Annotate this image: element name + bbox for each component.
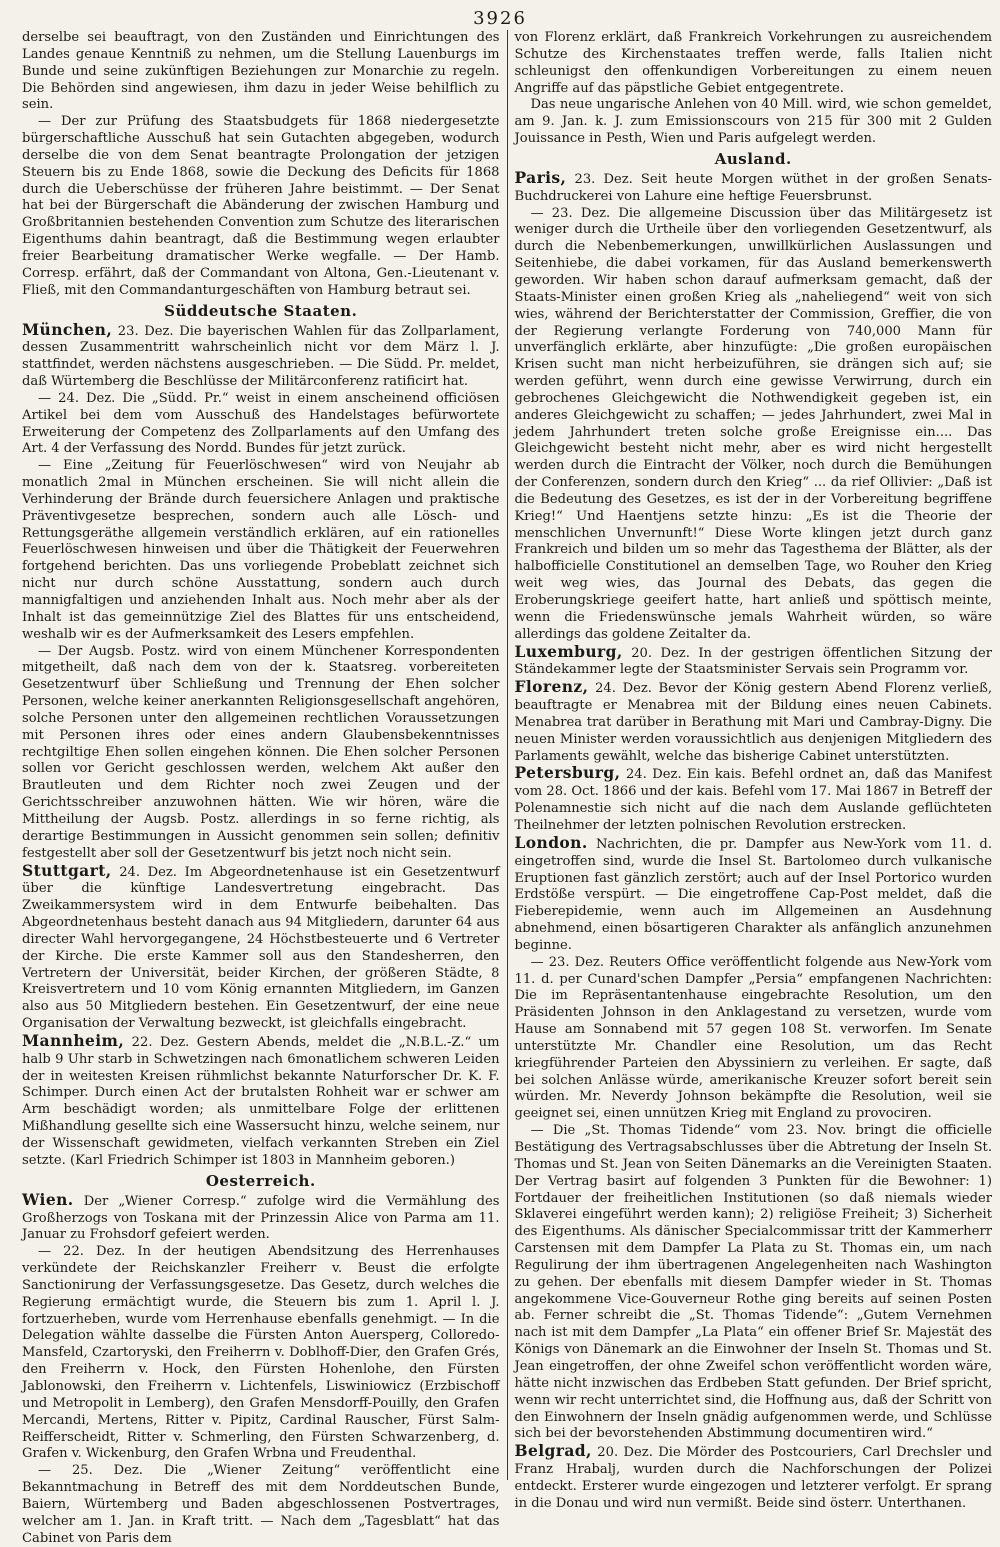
- section-heading: Ausland.: [714, 149, 792, 168]
- left-column: [22, 30, 500, 1546]
- article-text: 24. Dez. Im Abgeordnetenhause ist ein Gesetzentwurf über die künftige Landesvertretung eingebracht. Das Zweikammersystem wird in dem Entwurfe beibehalten. Das Abgeordnetenhaus besteht danach aus 94 Mitgliedern, darunter 64 aus directer Wahl hervorgegangene, 24 Höchstbesteuerte und 6 Vertreter der Kirche. Die erste Kammer soll aus den Standesherren, den Vertretern der Universität, beider Kirchen, der größeren Städte, 8 Kreisvertretern und 10 vom König ernannten Mitgliedern, im Ganzen also aus 50 Mitgliedern bestehen. Ein Gesetzentwurf, der eine neue Organisation der Verwaltung bezweckt, ist gleichfalls eingebracht.: [22, 864, 500, 1032]
- page-number: 3926: [473, 8, 527, 29]
- article-text: Der „Wiener Corresp.“ zufolge wird die Vermählung des Großherzogs von Toskana mit der Prinzessin Alice von Parma am 11. Januar zu Frohsdorf gefeiert werden.: [22, 1193, 500, 1243]
- section-heading: Oesterreich.: [205, 1171, 316, 1190]
- section-heading: Süddeutsche Staaten.: [164, 301, 358, 320]
- article-paragraph: — Die „St. Thomas Tidende“ vom 23. Nov. bringt die officielle Bestätigung des Vertragsabschlusses über die Abtretung der Inseln St. Thomas und St. Jean von Seiten Dänemarks an die Vereinigten Staaten. Der Vertrag basirt auf folgenden 3 Punkten für die Bewohner: 1) Fortdauer der freiheitlichen Institutionen (so daß niemals wieder Sklaverei eingeführt werden kann); 2) religiöse Freiheit; 3) Sicherheit des Eigenthums. Als dänischer Specialcommissar tritt der Kammerherr Carstensen mit dem Dampfer La Plata zu St. Thomas ein, um nach Regulirung der ihm übertragenen Angelegenheiten nach Washington zu gehen. Der ebenfalls mit diesem Dampfer wieder in St. Thomas angekommene Vice-Gouverneur Rothe ging bereits auf seinen Posten ab. Ferner schreibt die „St. Thomas Tidende“: „Gutem Vernehmen nach ist mit dem Dampfer „La Plata“ ein offener Brief Sr. Majestät des Königs von Dänemark an die Einwohner der Inseln St. Thomas und St. Jean eingetroffen, der ohne Zweifel schon veröffentlicht worden wäre, hätte nicht inzwischen das Erdbeben Statt gefunden. Der Brief spricht, wenn wir recht unterrichtet sind, die Hoffnung aus, daß der Schritt von den Einwohnern der Inseln gnädig aufgenommen werde, und Schlüsse sich bei der bevorstehenden Abstimmung documentiren wird.“: [514, 1123, 992, 1442]
- article-text: 20. Dez. Die Mörder des Postcouriers, Carl Drechsler und Franz Hrabalj, wurden durch die Nachforschungen der Polizei entdeckt. Ersterer wurde eingezogen und letzterer verfolgt. Er sprang in die Donau und wird nun vermißt. Beide sind österr. Unterthanen.: [514, 1445, 992, 1511]
- dateline: Luxemburg,: [514, 641, 623, 661]
- article-paragraph: derselbe sei beauftragt, von den Zuständen und Einrichtungen des Landes genaue Kenntniß zu nehmen, um die Stellung Lauenburgs im Bunde und seine zukünftigen Beziehungen zur Monarchie zu regeln. Die Behörden sind angewiesen, ihm dazu in jeder Weise behilflich zu sein.: [22, 30, 500, 113]
- article-text: 22. Dez. Gestern Abends, meldet die „N.B.L.-Z.“ um halb 9 Uhr starb in Schwetzingen nach 6monatlichem schweren Leiden der in weitesten Kreisen rühmlichst bekannte Naturforscher Dr. K. F. Schimper. Durch einen Act der brutalsten Rohheit war er schwer am Arm beschädigt worden; als unmittelbare Folge der erlittenen Mißhandlung gesellte sich eine Wassersucht hinzu, welche seinem, nur der Wissenschaft gewidmeten, vielfach verkannten Streben ein Ziel setzte. (Karl Friedrich Schimper ist 1803 in Mannheim geboren.): [22, 1034, 500, 1168]
- article-text: 20. Dez. In der gestrigen öffentlichen Sitzung der Ständekammer legte der Staatsminister Servais sein Programm vor.: [514, 645, 992, 678]
- article-paragraph: von Florenz erklärt, daß Frankreich Vorkehrungen zu ausreichendem Schutze des Kirchenstaates treffen werde, falls Italien nicht schleunigst den offenkundigen Vorbereitungen zu einem neuen Angriffe auf das päpstliche Gebiet entgegentrete.: [514, 30, 992, 96]
- article-text: 24. Dez. Ein kais. Befehl ordnet an, daß das Manifest vom 28. Oct. 1866 und der kais. Befehl vom 17. Mai 1867 in Betreff der Polenamnestie sich nicht auf die nach dem Auslande geflüchteten Theilnehmer der letzten polnischen Revolution erstrecken.: [514, 767, 992, 833]
- dateline: Stuttgart,: [22, 860, 112, 880]
- article-paragraph: — 25. Dez. Die „Wiener Zeitung“ veröffentlicht eine Bekanntmachung in Betreff des mit dem Norddeutschen Bunde, Baiern, Würtemberg und Baden abgeschlossenen Postvertrages, welcher am 1. Jan. in Kraft tritt. — Nach dem „Tagesblatt“ hat das Cabinet von Paris dem: [22, 1463, 500, 1546]
- dateline: Florenz,: [514, 677, 589, 697]
- article-text: 23. Dez. Die bayerischen Wahlen für das Zollparlament, dessen Zusammentritt wahrscheinlich nicht vor dem März l. J. stattfindet, werden nächstens ausgeschrieben. — Die Südd. Pr. meldet, daß Würtemberg die Beschlüsse der Militärconferenz ratificirt hat.: [22, 323, 500, 390]
- article-paragraph: Das neue ungarische Anlehen von 40 Mill. wird, wie schon gemeldet, am 9. Jan. k. J. zum Emissionscours von 215 für 300 mit 2 Gulden Jouissance in Pesth, Wien und Paris aufgelegt werden.: [514, 97, 992, 147]
- dateline: Paris,: [514, 167, 567, 187]
- article-paragraph: — Der Augsb. Postz. wird von einem Münchener Korrespondenten mitgetheilt, daß nach dem von der k. Staatsreg. vorbereiteten Gesetzentwurf über Schließung und Trennung der Ehen solcher Personen, welche keiner anerkannten Religionsgesellschaft angehören, solche Personen unter den allgemeinen rechtlichen Voraussetzungen mit Personen ihres oder eines andern Glaubensbekenntnisses rechtgiltige Ehen sollen eingehen können. Die Ehen solcher Personen sollen vor Gericht geschlossen werden, welchem Akt außer den Brautleuten und dem Richter noch zwei Zeugen und der Gerichtsschreiber anzuwohnen hätten. Wie wir hören, wäre die Mittheilung der Augsb. Postz. allerdings in so ferne richtig, als derartige Bestimmungen in Aussicht genommen sein sollen; definitiv festgestellt aber soll der Gesetzentwurf bis jetzt noch nicht sein.: [22, 643, 500, 861]
- article-text: 24. Dez. Bevor der König gestern Abend Florenz verließ, beauftragte er Menabrea mit der Bildung eines neuen Cabinets. Menabrea trat darüber in Berathung mit Mari und Cambray-Digny. Die neuen Minister werden voraussichtlich aus denjenigen Mitgliedern des Parlaments gewählt, welche das bisherige Cabinet unterstützten.: [514, 681, 992, 764]
- article-paragraph: — 22. Dez. In der heutigen Abendsitzung des Herrenhauses verkündete der Reichskanzler Freiherr v. Beust die erfolgte Sanctionirung der Verfassungsgesetze. Das Gesetz, durch welches die Regierung ermächtigt wurde, die Steuern bis zum 1. April l. J. fortzuerheben, wurde vom Herrenhause ebenfalls genehmigt. — In die Delegation wählte dasselbe die Fürsten Anton Auersperg, Colloredo-Mansfeld, Czartoryski, den Freiherrn v. Doblhoff-Dier, den Grafen Grés, den Freiherrn v. Hock, den Fürsten Hohenlohe, den Fürsten Jablonowski, den Freiherrn v. Lichtenfels, Liswiniowicz (Erzbischoff und Metropolit in Lemberg), den Grafen Mensdorff-Pouilly, den Grafen Mercandi, Mertens, Ritter v. Pipitz, Cardinal Rauscher, Fürst Salm-Reifferscheidt, Ritter v. Schmerling, den Fürsten Schwarzenberg, d. Grafen v. Wickenburg, den Grafen Wrbna und Freudenthal.: [22, 1244, 500, 1462]
- article-text: 23. Dez. Seit heute Morgen wüthet in der großen Senats-Buchdruckerei von Lahure eine heftige Feuersbrunst.: [514, 171, 992, 204]
- dateline: Belgrad,: [514, 1441, 592, 1461]
- article-paragraph: — Der zur Prüfung des Staatsbudgets für 1868 niedergesetzte bürgerschaftliche Ausschuß hat sein Gutachten abgegeben, wodurch derselbe die von dem Senat beantragte Prolongation der jetzigen Steuern bis zu Ende 1868, sowie die Deckung des Deficits für 1868 durch die Ueberschüsse der früheren Jahre beistimmt. — Der Senat hat bei der Bürgerschaft die Abänderung der zwischen Hamburg und Großbritannien bestehenden Convention zum Schutze des literarischen Eigenthums dahin beantragt, daß die Bestimmung wegen erlaubter freier Bearbeitung dramatischer Werke wegfalle. — Der Hamb. Corresp. erfährt, daß der Commandant von Altona, Gen.-Lieutenant v. Fließ, mit den Commandanturgeschäften von Hamburg betraut sei.: [22, 114, 500, 298]
- article-paragraph: — 23. Dez. Die allgemeine Discussion über das Militärgesetz ist weniger durch die Urtheile über den vorliegenden Gesetzentwurf, als durch die Nebenbemerkungen, unwillkürlichen Auslassungen und Seitenhiebe, die dabei vorkamen, für das Ausland bemerkenswerth geworden. Wir haben schon darauf aufmerksam gemacht, daß der Staats-Minister einen großen Krieg als „naheliegend“ weit von sich wies, während der Berichterstatter der Commission, Greffier, die von der Regierung verlangte Forderung von 740,000 Mann für unverfänglich erklärte, aber hinzufügte: „Die großen europäischen Krisen sucht man nicht herbeizuführen, sie drängen sich auf; sie werden geführt, wenn durch eine gewisse Verwirrung, durch ein gebrochenes Gleichgewicht die Nothwendigkeit gegeben ist, ein anderes Gleichgewicht zu schaffen; — jedes Jahrhundert, zwei Mal in jedem Jahrhundert treten solche große Ereignisse ein.... Das Gleichgewicht besteht nicht mehr, aber es wird nicht hergestellt werden durch die Eintracht der Völker, noch durch die Bemühungen der Conferenzen, sondern durch den Krieg“ ... da rief Ollivier: „Daß ist die Bedeutung des Gesetzes, es ist der in der Vorbereitung begriffene Krieg!“ Und Haentjens setzte hinzu: „Es ist die Theorie der menschlichen Unvernunft!“ Diese Worte klingen jetzt durch ganz Frankreich und bilden um so mehr das Tagesthema der Blätter, als der halbofficielle Constitutionel an demselben Tage, wo Rouher den Krieg weit weg wies, das Journal des Debats, das gegen die Eroberungskriege geeifert hatte, hart anließ und spöttisch meinte, wenn die Friedenswünsche jemals Wahrheit würden, so wäre allerdings das goldene Zeitalter da.: [514, 205, 992, 642]
- dateline: München,: [22, 319, 113, 339]
- dateline: London.: [514, 832, 588, 852]
- columns: [22, 30, 992, 1546]
- article-paragraph: — 23. Dez. Reuters Office veröffentlicht folgende aus New-York vom 11. d. per Cunard'schen Dampfer „Persia“ empfangenen Nachrichten: Die im Repräsentantenhause eingebrachte Resolution, um den Präsidenten Johnson in den Anklagestand zu versetzen, wurde vom Hause am Sonnabend mit 57 gegen 108 St. verworfen. Im Senate unterstützte Mr. Chandler eine Resolution, um das Recht kriegführender Parteien den Abyssiniern zu verleihen. Er sagte, daß bei solchen Anlässe würde, amerikanische Kreuzer sofort bereit sein würden. Mr. Neverdy Johnson bekämpfte die Resolution, weil sie geeignet sei, einen unnützen Krieg mit England zu provociren.: [514, 954, 992, 1122]
- right-column: [514, 30, 992, 1511]
- dateline: Wien.: [22, 1189, 74, 1209]
- article-paragraph: — Eine „Zeitung für Feuerlöschwesen“ wird von Neujahr ab monatlich 2mal in München erscheinen. Sie will nicht allein die Verhinderung der Brände durch feuersichere Anlagen und praktische Präventivgesetze besprechen, sondern auch alle Lösch- und Rettungsgeräthe allgemein verständlich erklären, auf ein rationelles Feuerlöschwesen hinweisen und über die Thätigkeit der Feuerwehren fortgehend berichten. Das uns vorliegende Probeblatt zeichnet sich nicht nur durch schöne Ausstattung, sondern auch durch mannigfaltigen und anziehenden Inhalt aus. Noch mehr aber als der Inhalt ist das gemeinnützige Ziel des Blattes für uns entscheidend, weshalb wir es der Aufmerksamkeit des Lesers empfehlen.: [22, 458, 500, 642]
- dateline: Petersburg,: [514, 763, 621, 783]
- article-text: Nachrichten, die pr. Dampfer aus New-York vom 11. d. eingetroffen sind, wurde die Insel St. Bartolomeo durch vulkanische Eruptionen fast gänzlich zerstört; auch auf der Insel Portorico wurden Erdstöße verspürt. — Die eingetroffene Cap-Post meldet, daß die Fieberepidemie, wenn auch im Allgemeinen an Ausdehnung abnehmend, einen bösartigeren Charakter als anfänglich anzunehmen beginne.: [514, 836, 992, 953]
- dateline: Mannheim,: [22, 1030, 125, 1050]
- column-divider: [507, 30, 508, 1480]
- article-paragraph: — 24. Dez. Die „Südd. Pr.“ weist in einem anscheinend officiösen Artikel bei dem vom Ausschuß des Handelstages befürwortete Erweiterung der Competenz des Zollparlaments auf den Umfang des Art. 4 der Verfassung des Nordd. Bundes für jetzt zurück.: [22, 390, 500, 457]
